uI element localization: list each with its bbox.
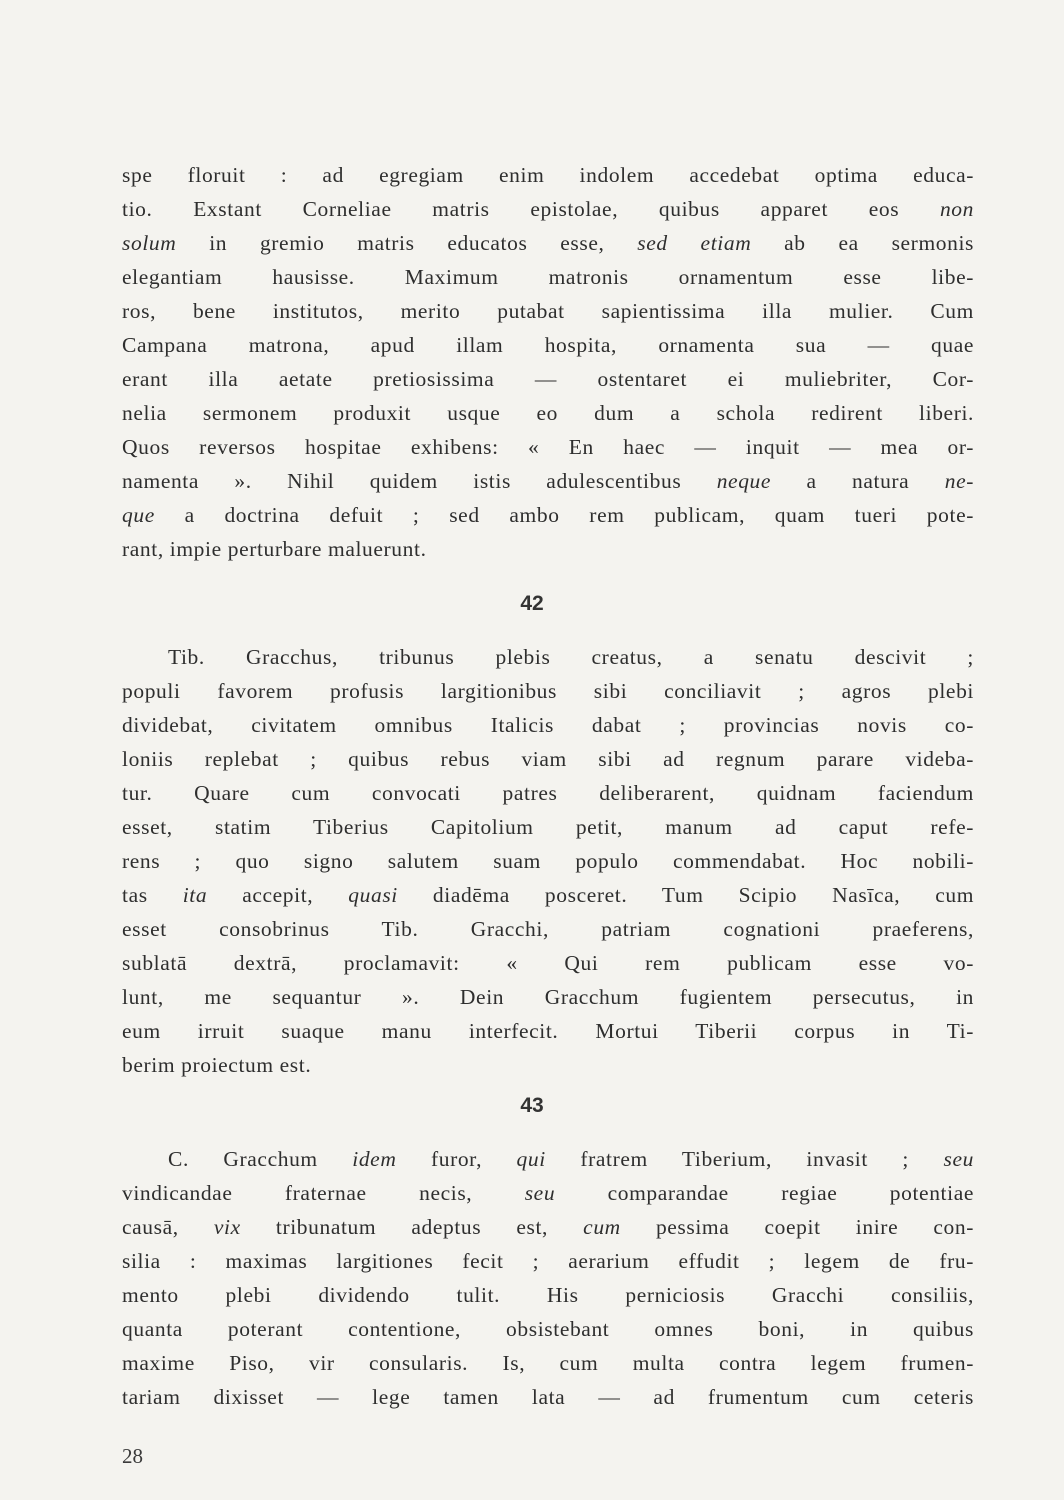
text-line: Tib. Gracchus, tribunus plebis creatus, a senatu descivit ;: [168, 645, 974, 669]
text-line: dividebat, civitatem omnibus Italicis dabat ; provincias novis co-: [122, 713, 974, 737]
text-line: erant illa aetate pretiosissima — ostentaret ei muliebriter, Cor-: [122, 367, 974, 391]
text-line: eum irruit suaque manu interfecit. Mortui Tiberii corpus in Ti-: [122, 1019, 974, 1043]
text-line: Campana matrona, apud illam hospita, ornamenta sua — quae: [122, 333, 974, 357]
text-line: ros, bene institutos, merito putabat sapientissima illa mulier. Cum: [122, 299, 974, 323]
text-line: lunt, me sequantur ». Dein Gracchum fugientem persecutus, in: [122, 985, 974, 1009]
text-line: rant, impie perturbare maluerunt.: [122, 537, 427, 561]
text-line: tas ita accepit, quasi diadēma posceret. Tum Scipio Nasīca, cum: [122, 883, 975, 907]
text-line: C. Gracchum idem furor, qui fratrem Tiberium, invasit ; seu: [168, 1147, 974, 1171]
text-line: spe floruit : ad egregiam enim indolem accedebat optima educa-: [122, 163, 974, 187]
text-line: vindicandae fraternae necis, seu comparandae regiae potentiae: [122, 1181, 974, 1205]
text-line: tariam dixisset — lege tamen lata — ad frumentum cum ceteris: [122, 1385, 974, 1409]
text-line: causā, vix tribunatum adeptus est, cum pessima coepit inire con-: [122, 1215, 974, 1239]
text-line: Quos reversos hospitae exhibens: « En haec — inquit — mea or-: [122, 435, 974, 459]
text-line: rens ; quo signo salutem suam populo commendabat. Hoc nobili-: [122, 849, 974, 873]
text-line: nelia sermonem produxit usque eo dum a schola redirent liberi.: [122, 401, 974, 425]
text-line: silia : maximas largitiones fecit ; aerarium effudit ; legem de fru-: [122, 1249, 974, 1273]
text-line: namenta ». Nihil quidem istis adulescentibus neque a natura ne-: [122, 469, 974, 493]
section-number-42: 42: [520, 592, 544, 615]
text-line: tio. Exstant Corneliae matris epistolae, quibus apparet eos non: [122, 197, 974, 221]
text-line: que a doctrina defuit ; sed ambo rem publicam, quam tueri pote-: [122, 503, 974, 527]
text-line: mento plebi dividendo tulit. His perniciosis Gracchi consiliis,: [122, 1283, 974, 1307]
text-line: berim proiectum est.: [122, 1053, 312, 1077]
text-line: esset consobrinus Tib. Gracchi, patriam cognationi praeferens,: [122, 917, 974, 941]
page-number: 28: [122, 1444, 143, 1468]
text-line: maxime Piso, vir consularis. Is, cum multa contra legem frumen-: [122, 1351, 974, 1375]
text-line: elegantiam hausisse. Maximum matronis ornamentum esse libe-: [122, 265, 974, 289]
text-line: solum in gremio matris educatos esse, sed etiam ab ea sermonis: [122, 231, 975, 255]
text-line: quanta poterant contentione, obsistebant omnes boni, in quibus: [122, 1317, 974, 1341]
text-line: loniis replebat ; quibus rebus viam sibi ad regnum parare videba-: [122, 747, 974, 771]
text-line: tur. Quare cum convocati patres deliberarent, quidnam faciendum: [122, 781, 974, 805]
text-line: populi favorem profusis largitionibus sibi conciliavit ; agros plebi: [122, 679, 974, 703]
text-line: esset, statim Tiberius Capitolium petit, manum ad caput refe-: [122, 815, 974, 839]
text-line: sublatā dextrā, proclamavit: « Qui rem publicam esse vo-: [122, 951, 974, 975]
section-number-43: 43: [520, 1094, 544, 1117]
